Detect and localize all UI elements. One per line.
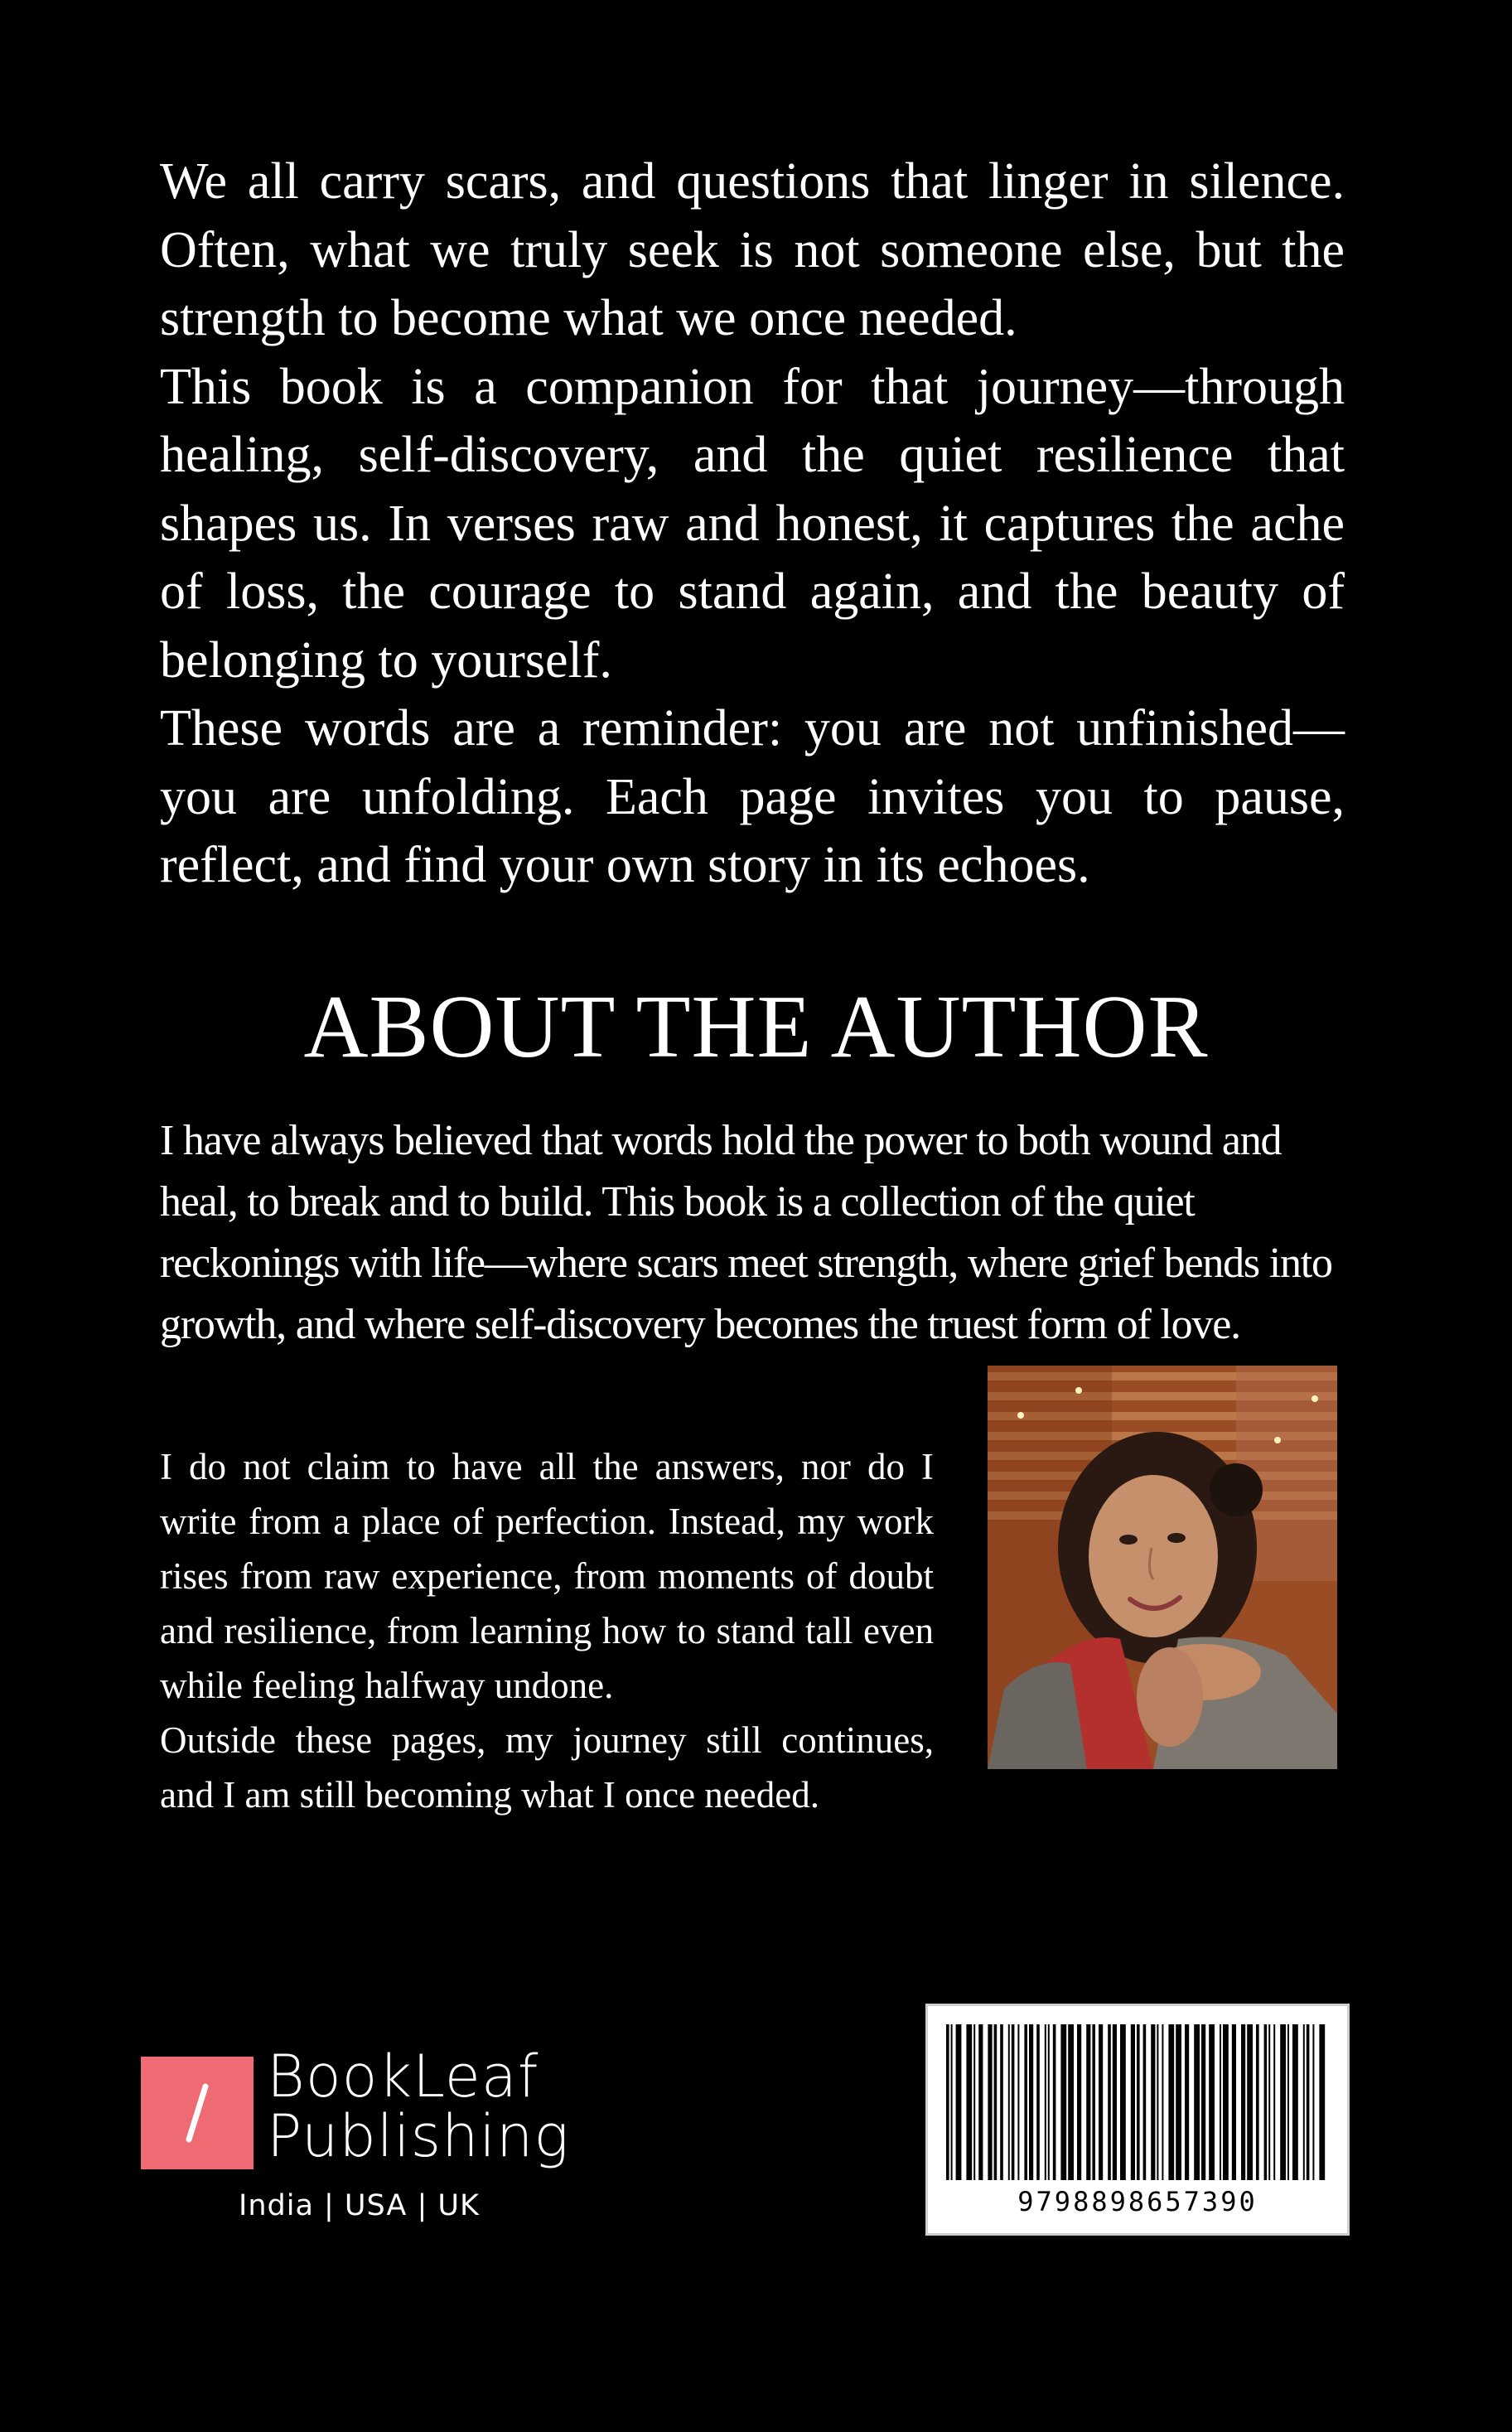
barcode-bar — [1099, 2024, 1103, 2180]
barcode-bar — [1307, 2024, 1310, 2180]
isbn-number: 9798898657390 — [1017, 2186, 1258, 2217]
barcode-bar — [1287, 2024, 1289, 2180]
barcode-bar — [1168, 2024, 1174, 2180]
barcode-bar — [1045, 2024, 1046, 2180]
barcode-bar — [1060, 2024, 1066, 2180]
barcode-bar — [1131, 2024, 1135, 2180]
barcode-bar — [1024, 2024, 1027, 2180]
barcode-bar — [1241, 2024, 1245, 2180]
barcode-bar — [1012, 2024, 1015, 2180]
book-blurb — [160, 147, 1345, 900]
barcode-bar — [1303, 2024, 1305, 2180]
barcode-bar — [1312, 2024, 1314, 2180]
barcode-bar — [1157, 2024, 1158, 2180]
barcode-bar — [956, 2024, 962, 2180]
publisher-name-line1: BookLeaf — [267, 2043, 539, 2110]
about-paragraph-3: Outside these pages, my journey still continues, and I am still becoming what I once needed. — [160, 1719, 934, 1816]
publisher-name — [267, 2043, 570, 2170]
blurb-paragraph-1: We all carry scars, and questions that linger in silence. Often, what we truly seek is not someone else, but the strength to become what we once needed. — [160, 153, 1345, 346]
barcode-bar — [1048, 2024, 1050, 2180]
barcode-bar — [1264, 2024, 1268, 2180]
barcode-bar — [1029, 2024, 1033, 2180]
author-photo-illustration — [988, 1366, 1337, 1769]
barcode-bar — [1068, 2024, 1074, 2180]
barcode-bar — [994, 2024, 998, 2180]
barcode-bar — [1268, 2024, 1270, 2180]
about-text-block — [160, 1439, 934, 1822]
barcode-bar — [1108, 2024, 1111, 2180]
barcode-bar — [951, 2024, 953, 2180]
barcode-bar — [1036, 2024, 1040, 2180]
barcode-bar — [1319, 2024, 1325, 2180]
slash-icon — [141, 2057, 254, 2169]
barcode-bar — [1292, 2024, 1298, 2180]
barcode-bar — [1273, 2024, 1275, 2180]
barcode-bar — [966, 2024, 972, 2180]
about-author-heading: ABOUT THE AUTHOR — [303, 978, 1209, 1076]
barcode-bar — [1143, 2024, 1147, 2180]
barcode-bar — [1201, 2024, 1205, 2180]
barcode-bar — [1008, 2024, 1010, 2180]
barcode-bar — [988, 2024, 992, 2180]
barcode-bar — [946, 2024, 949, 2180]
barcode-bar — [1223, 2024, 1229, 2180]
barcode-bar — [1232, 2024, 1236, 2180]
barcode-bar — [978, 2024, 983, 2180]
blurb-paragraph-2: This book is a companion for that journey—through healing, self-discovery, and the quiet resilience that shapes us. In verses raw and honest, it captures the ache of loss, the courage to stand again, and the beauty of belonging to yourself. — [160, 358, 1345, 689]
blurb-paragraph-3: These words are a reminder: you are not unfinished—you are unfolding. Each page invites you to pause, reflect, and find your own story in its echoes. — [160, 700, 1345, 893]
about-paragraph-2: I do not claim to have all the answers, nor do I write from a place of perfection. Instead, my work rises from raw experience, from moments of doubt and resilience, from learning how to stand tall even while feeling halfway undone. — [160, 1446, 934, 1706]
barcode-bar — [1086, 2024, 1090, 2180]
barcode-bar — [1194, 2024, 1200, 2180]
publisher-logo — [141, 2043, 572, 2237]
isbn-barcode — [925, 2004, 1350, 2236]
barcode-bar — [973, 2024, 975, 2180]
barcode-bar — [1256, 2024, 1259, 2180]
barcode-bar — [1162, 2024, 1163, 2180]
barcode-bar — [1209, 2024, 1215, 2180]
barcode-bar — [1092, 2024, 1095, 2180]
barcode-bar — [1120, 2024, 1126, 2180]
barcode-bar — [1185, 2024, 1189, 2180]
barcode-bar — [1077, 2024, 1081, 2180]
publisher-regions: India | USA | UK — [239, 2189, 480, 2222]
barcode-bar — [1113, 2024, 1117, 2180]
author-photo — [988, 1366, 1337, 1769]
publisher-logo-mark — [141, 2057, 254, 2169]
barcode-bar — [1053, 2024, 1056, 2180]
barcode-bar — [1151, 2024, 1155, 2180]
barcode-bars — [946, 2024, 1329, 2180]
barcode-bar — [1247, 2024, 1253, 2180]
barcode-bar — [1280, 2024, 1286, 2180]
about-paragraph-1: I have always believed that words hold the power to both wound and heal, to break and to build. This book is a collection of the quiet reckonings with life—where scars meet strength, where grief bends into growth, and where self-discovery becomes the truest form of love. — [160, 1117, 1332, 1348]
barcode-bar — [1176, 2024, 1181, 2180]
barcode-bar — [1000, 2024, 1003, 2180]
barcode-bar — [1220, 2024, 1221, 2180]
barcode-bar — [1137, 2024, 1140, 2180]
barcode-bar — [1017, 2024, 1019, 2180]
publisher-name-line2: Publishing — [267, 2102, 570, 2170]
